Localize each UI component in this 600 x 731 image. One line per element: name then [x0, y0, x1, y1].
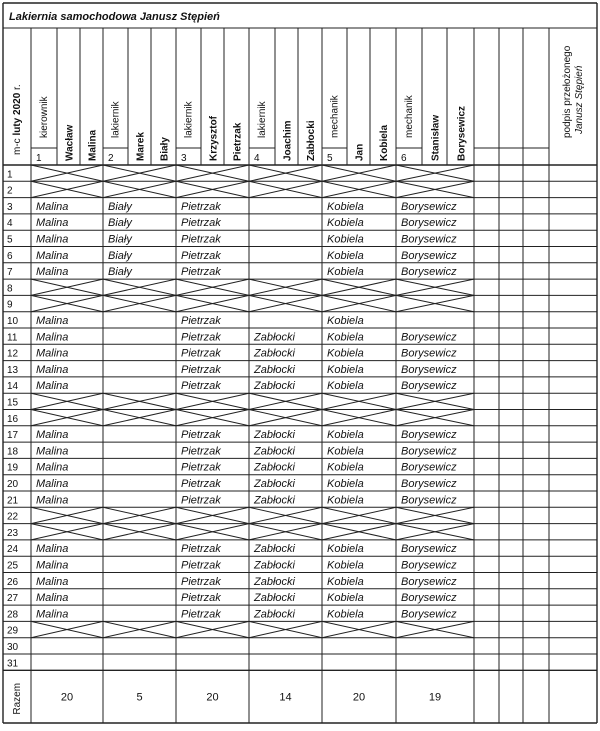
attendance-cell: Kobiela — [327, 315, 364, 327]
attendance-cell: Borysewicz — [401, 233, 457, 246]
day-number: 30 — [7, 642, 19, 653]
role-label: kierownik — [39, 96, 50, 138]
attendance-cell: Pietrzak — [181, 217, 221, 230]
attendance-cell: Malina — [36, 233, 69, 246]
attendance-cell: Kobiela — [327, 608, 364, 621]
attendance-cell: Malina — [36, 494, 69, 507]
attendance-cell: Malina — [36, 217, 69, 230]
attendance-cell: Zabłocki — [254, 543, 295, 556]
attendance-cell: Malina — [36, 380, 69, 393]
last-name: Zabłocki — [306, 120, 317, 161]
attendance-cell: Pietrzak — [181, 200, 221, 213]
attendance-cell: Borysewicz — [401, 478, 457, 490]
day-number: 14 — [7, 381, 19, 393]
attendance-cell: Zabłocki — [254, 478, 295, 490]
attendance-cell: Borysewicz — [401, 380, 457, 393]
day-number: 17 — [7, 430, 19, 442]
attendance-cell: Pietrzak — [181, 347, 221, 360]
total-value: 20 — [352, 691, 366, 704]
total-value: 20 — [206, 691, 219, 704]
attendance-cell: Malina — [36, 266, 69, 279]
attendance-cell: Kobiela — [327, 559, 364, 572]
attendance-cell: Malina — [36, 249, 69, 262]
day-number: 9 — [7, 299, 13, 311]
attendance-cell: Pietrzak — [181, 559, 221, 572]
employee-number: 4 — [254, 153, 260, 164]
day-number: 4 — [7, 218, 13, 230]
attendance-cell: Kobiela — [327, 592, 364, 605]
attendance-cell: Borysewicz — [401, 445, 457, 458]
attendance-cell: Zabłocki — [254, 461, 295, 474]
attendance-cell: Kobiela — [327, 494, 364, 507]
day-number: 24 — [7, 544, 19, 556]
attendance-cell: Kobiela — [327, 478, 364, 490]
attendance-cell: Borysewicz — [401, 200, 457, 213]
attendance-cell: Malina — [36, 315, 69, 327]
attendance-cell: Malina — [36, 608, 69, 621]
first-name: Joachim — [282, 120, 294, 161]
attendance-cell: Kobiela — [327, 543, 364, 556]
attendance-cell: Malina — [36, 331, 69, 344]
attendance-cell: Borysewicz — [401, 266, 457, 279]
attendance-cell: Pietrzak — [181, 494, 221, 507]
attendance-cell: Biały — [108, 217, 132, 230]
day-number: 13 — [7, 364, 19, 376]
attendance-cell: Kobiela — [327, 429, 364, 442]
day-number: 18 — [7, 446, 19, 458]
attendance-cell: Pietrzak — [181, 380, 221, 393]
last-name: Pietrzak — [232, 122, 244, 161]
total-value: 5 — [136, 691, 143, 704]
last-name: Borysewicz — [456, 105, 468, 161]
table-grid — [3, 3, 597, 723]
day-number: 1 — [7, 169, 13, 181]
attendance-cell: Pietrzak — [181, 478, 221, 490]
attendance-cell: Biały — [108, 266, 132, 279]
day-number: 3 — [7, 201, 13, 213]
attendance-cell: Biały — [108, 233, 132, 246]
attendance-cell: Borysewicz — [401, 592, 457, 605]
attendance-cell: Borysewicz — [401, 217, 457, 230]
attendance-cell: Pietrzak — [181, 461, 221, 474]
attendance-cell: Pietrzak — [181, 266, 221, 279]
last-name: Kobiela — [379, 124, 390, 161]
attendance-cell: Malina — [36, 478, 69, 490]
day-number: 22 — [7, 511, 19, 523]
attendance-cell: Zabłocki — [254, 331, 295, 344]
day-number: 15 — [7, 397, 19, 409]
total-value: 20 — [60, 691, 74, 704]
attendance-cell: Borysewicz — [401, 494, 457, 507]
attendance-cell: Pietrzak — [181, 575, 221, 588]
attendance-cell: Zabłocki — [254, 592, 295, 605]
first-name: Wacław — [64, 124, 76, 161]
attendance-cell: Biały — [108, 200, 132, 213]
first-name: Stanisław — [430, 114, 442, 161]
role-label: lakiernik — [110, 101, 122, 138]
employee-number: 1 — [36, 153, 42, 164]
employee-number: 5 — [327, 153, 333, 164]
attendance-cell: Kobiela — [327, 266, 364, 279]
day-number: 20 — [7, 479, 19, 490]
attendance-cell: Borysewicz — [401, 559, 457, 572]
attendance-cell: Kobiela — [327, 380, 364, 393]
attendance-cell: Zabłocki — [254, 363, 295, 376]
day-number: 31 — [7, 658, 19, 670]
day-number: 23 — [7, 527, 19, 539]
attendance-cell: Malina — [36, 363, 69, 376]
attendance-cell: Pietrzak — [181, 543, 221, 556]
attendance-cell: Borysewicz — [401, 249, 457, 262]
attendance-cell: Borysewicz — [401, 347, 457, 360]
attendance-cell: Kobiela — [327, 461, 364, 474]
first-name: Marek — [135, 132, 147, 161]
attendance-cell: Malina — [36, 461, 69, 474]
attendance-cell: Zabłocki — [254, 429, 295, 442]
day-number: 6 — [7, 250, 13, 262]
first-name: Krzysztof — [208, 115, 220, 161]
attendance-cell: Kobiela — [327, 331, 364, 344]
attendance-cell: Borysewicz — [401, 331, 457, 344]
attendance-cell: Borysewicz — [401, 429, 457, 442]
attendance-cell: Kobiela — [327, 575, 364, 588]
attendance-cell: Pietrzak — [181, 445, 221, 458]
attendance-cell: Pietrzak — [181, 233, 221, 246]
day-number: 12 — [7, 348, 19, 360]
attendance-cell: Zabłocki — [254, 608, 295, 621]
attendance-cell: Borysewicz — [401, 608, 457, 621]
attendance-cell: Zabłocki — [254, 575, 295, 588]
totals-label: Razem — [12, 682, 23, 715]
last-name: Biały — [159, 137, 171, 161]
attendance-cell: Malina — [36, 592, 69, 605]
role-label: lakiernik — [183, 101, 195, 138]
sheet-title: Lakiernia samochodowa Janusz Stępień — [9, 11, 220, 23]
attendance-cell: Borysewicz — [401, 461, 457, 474]
total-value: 19 — [428, 691, 442, 704]
attendance-cell: Malina — [36, 575, 69, 588]
attendance-cell: Malina — [36, 429, 69, 442]
attendance-cell: Malina — [36, 559, 69, 572]
attendance-cell: Pietrzak — [181, 592, 221, 605]
attendance-cell: Malina — [36, 543, 69, 556]
day-number: 16 — [7, 413, 19, 425]
attendance-cell: Zabłocki — [254, 445, 295, 458]
attendance-cell: Zabłocki — [254, 347, 295, 360]
attendance-cell: Malina — [36, 445, 69, 458]
day-number: 25 — [7, 560, 19, 572]
attendance-cell: Borysewicz — [401, 575, 457, 588]
total-value: 14 — [279, 691, 292, 704]
attendance-cell: Pietrzak — [181, 331, 221, 344]
attendance-cell: Zabłocki — [254, 494, 295, 507]
attendance-cell: Pietrzak — [181, 429, 221, 442]
employee-number: 6 — [401, 153, 407, 164]
supervisor-label: podpis przełożonego — [562, 45, 573, 138]
attendance-cell: Borysewicz — [401, 363, 457, 376]
supervisor-name: Janusz Stępień — [574, 65, 585, 134]
attendance-cell: Zabłocki — [254, 559, 295, 572]
day-number: 7 — [7, 267, 13, 279]
month-label: m-c luty 2020 r. — [12, 84, 23, 155]
day-number: 8 — [7, 283, 13, 295]
attendance-cell: Kobiela — [327, 347, 364, 360]
attendance-cell: Malina — [36, 347, 69, 360]
attendance-cell: Pietrzak — [181, 315, 221, 327]
employee-number: 2 — [108, 153, 114, 164]
day-number: 2 — [7, 185, 13, 197]
attendance-cell: Kobiela — [327, 445, 364, 458]
attendance-cell: Kobiela — [327, 233, 364, 246]
day-number: 27 — [7, 593, 19, 605]
role-label: mechanik — [329, 95, 341, 138]
day-number: 10 — [7, 316, 19, 327]
day-number: 26 — [7, 576, 19, 588]
attendance-cell: Biały — [108, 249, 132, 262]
employee-number: 3 — [181, 153, 187, 164]
attendance-cell: Malina — [36, 200, 69, 213]
day-number: 29 — [7, 625, 19, 637]
day-number: 11 — [7, 332, 18, 344]
first-name: Jan — [354, 143, 366, 161]
attendance-cell: Borysewicz — [401, 543, 457, 556]
attendance-cell: Kobiela — [327, 363, 364, 376]
day-number: 19 — [7, 462, 19, 474]
role-label: lakiernik — [257, 101, 268, 138]
day-number: 28 — [7, 609, 19, 621]
last-name: Malina — [87, 129, 99, 161]
attendance-cell: Kobiela — [327, 217, 364, 230]
role-label: mechanik — [404, 95, 415, 138]
attendance-cell: Kobiela — [327, 249, 364, 262]
attendance-cell: Pietrzak — [181, 249, 221, 262]
attendance-cell: Kobiela — [327, 200, 364, 213]
attendance-cell: Pietrzak — [181, 363, 221, 376]
table-text — [7, 11, 585, 715]
day-number: 21 — [7, 495, 19, 507]
attendance-cell: Pietrzak — [181, 608, 221, 621]
attendance-cell: Zabłocki — [254, 380, 295, 393]
day-number: 5 — [7, 234, 13, 246]
